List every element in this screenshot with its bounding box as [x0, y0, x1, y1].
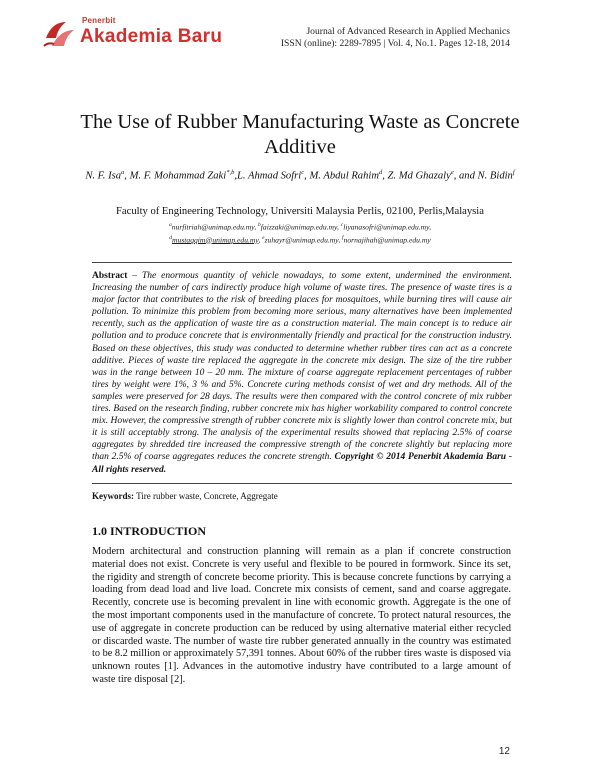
- intro-paragraph: Modern architectural and construction planning will remain as a plan if concrete construction material does not exist. Concrete is very useful and flexible to be poured in formwork. Since its set, the rigidity and strength of concrete become priority. This is because concrete functions by carrying a loading from dead load and live load. Concrete mix consists of cement, sand and coarse aggregate. Recently, concrete use is becoming prevalent in line with economic growth. Aggregate is the one of the most important components used in the manufacture of concrete. To protect natural resources, the use of aggregate in concrete production can be reduced by using alternative material either recycled or discarded waste. The number of waste tire rubber generated annually in the country was estimated to be 8.2 million or approximately 57,391 tonnes. About 60% of the rubber tires waste is disposed via unknown routes [1]. Advances in the automotive industry have contributed to a large amount of waste tire disposal [2].: [92, 546, 511, 685]
- logo-icon: [42, 16, 78, 52]
- keywords-label: Keywords:: [92, 491, 134, 501]
- abstract: Abstract – The enormous quantity of vehicle nowadays, to some extent, undermined the environment. Increasing the number of cars indirectly produce high volume of waste tires. The presence of waste tires is a major factor that contributes to the risk of breeding places for mosquitoes, while burning tires will cause air pollution. To minimize this problem from becoming more serious, many alternatives have been implemented recently, such as the application of waste tire as a construction material. The main concept is to reduce air pollution and to produce concrete that is environmentally friendly and practical for the construction industry. Based on these objectives, this study was conducted to determine whether rubber tires can act as a concrete additive. Pieces of waste tire replaced the aggregate in the concrete mix design. The size of the tire rubber was in the range between 10 – 20 mm. The mixture of coarse aggregate replacement percentages of rubber tires by weight were 1%, 3 % and 5%. Concrete curing methods consist of wet and dry methods. All of the samples were preserved for 28 days. The results were then compared with the control concrete of mix rubber tires. Based on the research finding, rubber concrete mix has higher workability compared to control concrete mix. However, the compressive strength of rubber concrete mix is slightly lower than control concrete mix, but it is still acceptably strong. The analysis of the experimental results showed that replacing 2.5% of coarse aggregates by shredded tire increased the compressive strength of the concrete slightly but replacing more than 2.5% of coarse aggregates reduces the concrete strength. Copyright © 2014 Penerbit Akademia Baru - All rights reserved.: [92, 271, 513, 475]
- author-emails: [60, 220, 540, 245]
- paper-title: The Use of Rubber Manufacturing Waste as Concrete Additive: [80, 111, 520, 158]
- email-line-2: $^d$mustaqqim@unimap.edu.my, $^e$zuhayr@unimap.edu.my, $^f$nornajihah@unimap.edu.my: [169, 234, 431, 245]
- journal-issn: ISSN (online): 2289-7895 | Vol. 4, No.1. Pages 12-18, 2014: [280, 38, 510, 49]
- keywords: [92, 490, 512, 502]
- abstract-bottom-rule: [92, 483, 512, 484]
- author-list: N. F. Isa$^a$, M. F. Mohammad Zaki$^{*,b}$,L. Ahmad Sofri$^c$, M. Abdul Rahim$^d$, Z. Md Ghazaly$^e$, and N. Bidin$^f$: [85, 169, 515, 182]
- email-link[interactable]: mustaqqim@unimap.edu.my: [172, 235, 259, 245]
- copyright-notice: Copyright © 2014 Penerbit Akademia Baru - All rights reserved.: [92, 452, 512, 475]
- logo-small-text: Penerbit: [82, 16, 116, 25]
- section-heading: 1.0 INTRODUCTION: [92, 524, 207, 538]
- email-line-1: $^a$nurfitriah@unimap.edu.my, $^b$faizzaki@unimap.edu.my, $^c$liyanasofri@unimap.edu.my,: [168, 222, 431, 232]
- publisher-logo: [42, 16, 223, 56]
- journal-header: [281, 26, 510, 50]
- logo-big-text: Akademia Baru: [80, 26, 223, 47]
- abstract-top-rule: [92, 262, 512, 263]
- affiliation: Faculty of Engineering Technology, Universiti Malaysia Perlis, 02100, Perlis,Malaysia: [116, 206, 484, 217]
- journal-name: Journal of Advanced Research in Applied Mechanics: [306, 26, 510, 37]
- abstract-label: Abstract: [92, 271, 128, 281]
- abstract-text: The enormous quantity of vehicle nowadays, to some extent, undermined the environment. Increasing the number of cars indirectly produce high volume of waste tires. The presence of waste tires is a major factor that contributes to the risk of breeding places for mosquitoes, while burning tires will cause air pollution. To minimize this problem from becoming more serious, many alternatives have been implemented recently, such as the application of waste tire as a construction material. The main concept is to reduce air pollution and to produce concrete that is environmentally friendly and practical for the construction industry. Based on these objectives, this study was conducted to determine whether rubber tires can act as a concrete additive. Pieces of waste tire replaced the aggregate in the concrete mix design. The size of the tire rubber was in the range between 10 – 20 mm. The mixture of coarse aggregate replacement percentages of rubber tires by weight were 1%, 3 % and 5%. Concrete curing methods consist of wet and dry methods. All of the samples were preserved for 28 days. The results were then compared with the control concrete of mix rubber tires. Based on the research finding, rubber concrete mix has higher workability compared to control concrete mix. However, the compressive strength of rubber concrete mix is slightly lower than control concrete mix, but it is still acceptably strong. The analysis of the experimental results showed that replacing 2.5% of coarse aggregates by shredded tire increased the compressive strength of the concrete slightly but replacing more than 2.5% of coarse aggregates reduces the concrete strength.: [92, 271, 513, 463]
- keywords-text: Tire rubber waste, Concrete, Aggregate: [134, 491, 278, 501]
- page-number: 12: [498, 746, 510, 757]
